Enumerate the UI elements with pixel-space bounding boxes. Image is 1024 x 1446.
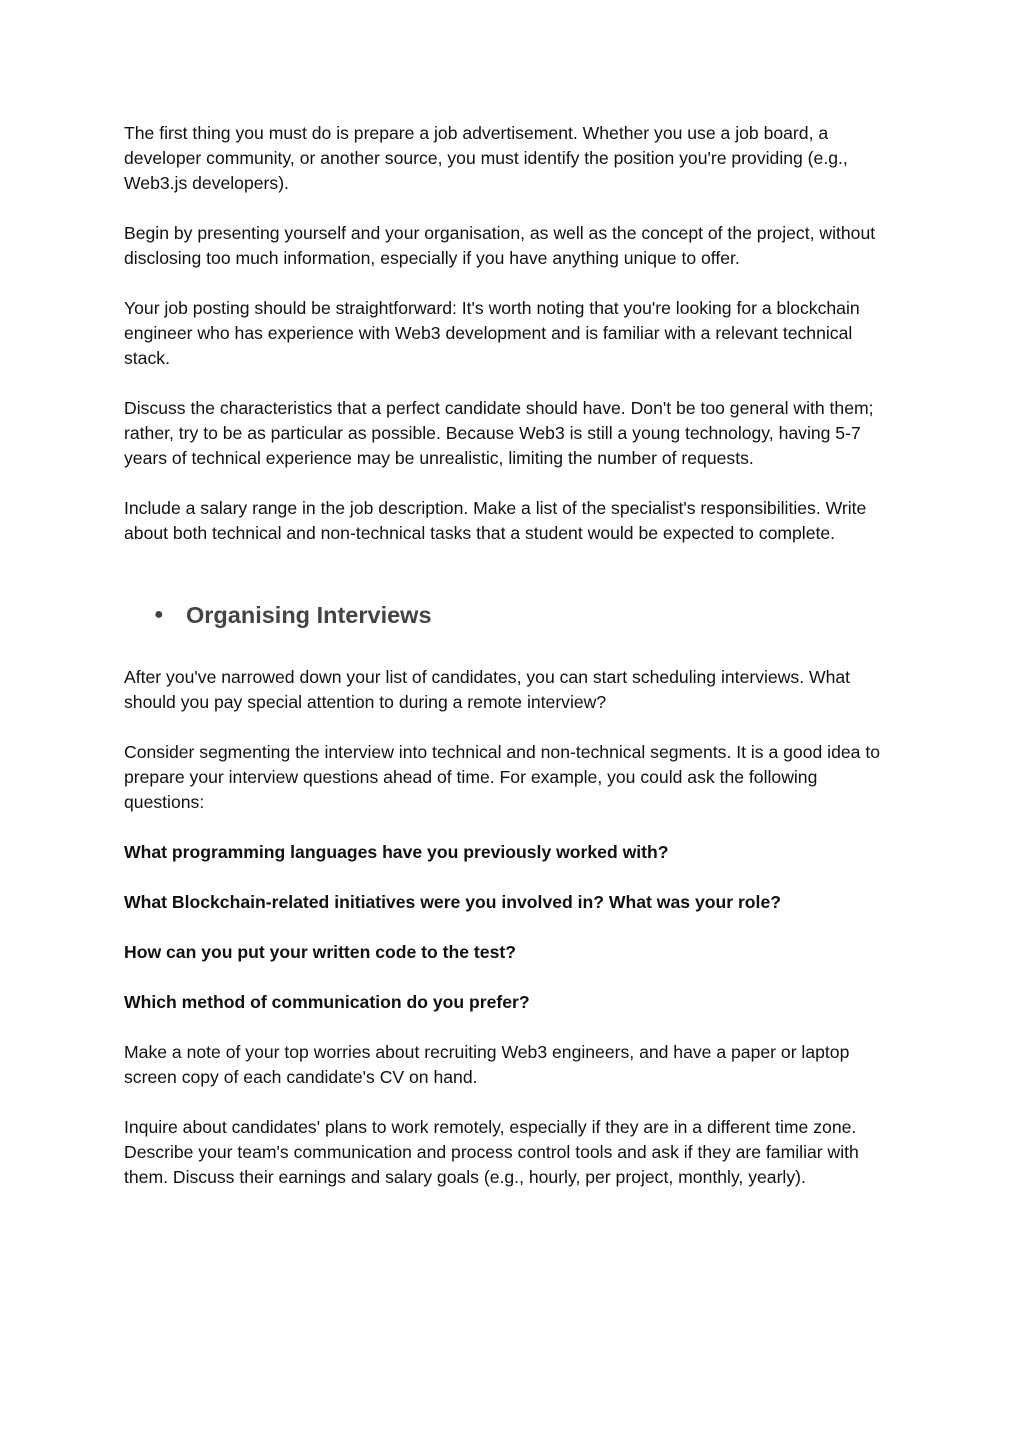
section-heading (154, 600, 900, 630)
question-4: Which method of communication do you prefer? (124, 992, 530, 1012)
interview-paragraph-2: Consider segmenting the interview into technical and non-technical segments. It is a good idea to prepare your interview questions ahead of time. For example, you could ask the following questions: (124, 742, 880, 812)
question-1: What programming languages have you previously worked with? (124, 842, 669, 862)
intro-paragraph-1: The first thing you must do is prepare a job advertisement. Whether you use a job board, a developer community, or another source, you must identify the position you're providing (e.g., Web3.js developers). (124, 123, 848, 193)
intro-paragraph-4: Discuss the characteristics that a perfect candidate should have. Don't be too general with them; rather, try to be as particular as possible. Because Web3 is still a young technology, having 5-7 years of technical experience may be unrealistic, limiting the number of requests. (124, 398, 874, 468)
question-3: How can you put your written code to the test? (124, 942, 516, 962)
document-page (124, 121, 900, 1215)
intro-paragraph-5: Include a salary range in the job description. Make a list of the specialist's responsibilities. Write about both technical and non-technical tasks that a student would be expected to complete. (124, 498, 867, 543)
interview-paragraph-1: After you've narrowed down your list of candidates, you can start scheduling interviews. What should you pay special attention to during a remote interview? (124, 667, 851, 712)
question-2: What Blockchain-related initiatives were you involved in? What was your role? (124, 892, 781, 912)
closing-paragraph-2: Inquire about candidates' plans to work remotely, especially if they are in a different time zone. Describe your team's communication and process control tools and ask if they are familiar with them. Discuss their earnings and salary goals (e.g., hourly, per project, monthly, yearly). (124, 1117, 859, 1187)
intro-paragraph-3: Your job posting should be straightforward: It's worth noting that you're looking for a blockchain engineer who has experience with Web3 development and is familiar with a relevant technical stack. (124, 298, 860, 368)
closing-paragraph-1: Make a note of your top worries about recruiting Web3 engineers, and have a paper or laptop screen copy of each candidate's CV on hand. (124, 1042, 850, 1087)
intro-paragraph-2: Begin by presenting yourself and your organisation, as well as the concept of the project, without disclosing too much information, especially if you have anything unique to offer. (124, 223, 876, 268)
bullet-icon: ● (154, 606, 164, 623)
section-title: Organising Interviews (186, 602, 432, 628)
